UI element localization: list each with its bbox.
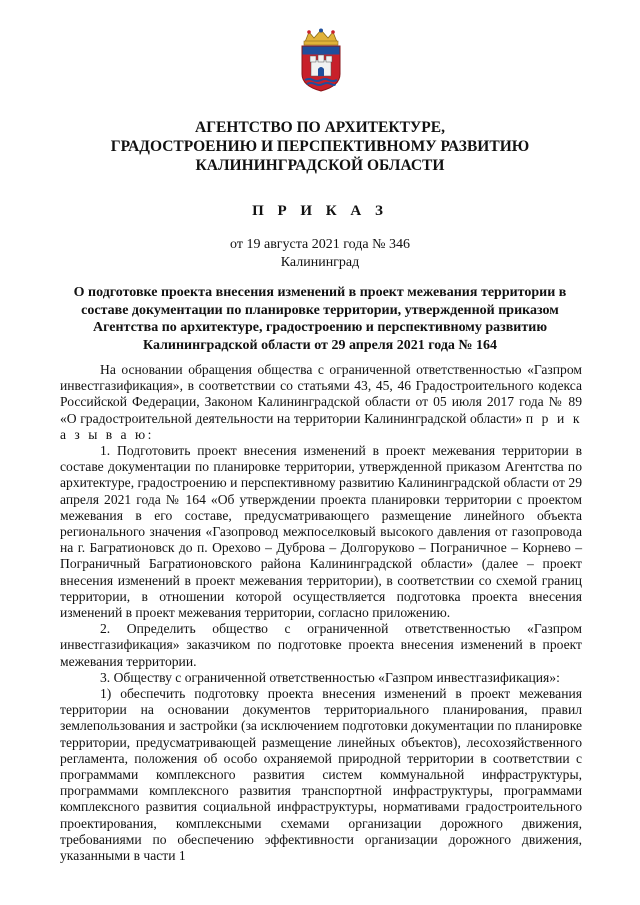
order-title: П Р И К А З [252,203,388,219]
item-1: 1. Подготовить проект внесения изменений в проект межевания территории в составе документации по планировке территории, утвержденной приказом Агентства по архитектуре, градостроению и перспективному развитию Калининградской области от 29 апреля 2021 года № 164 «Об утверждении проекта планировки территории с проектом межевания в его составе, предусматривающего размещение линейного объекта регионального значения «Газопровод межпоселковый высокого давления от газопровода на г. Багратионовск до п. Орехово – Дуброва – Долгоруково – Пограничное – Корнево – Пограничный Багратионовского района Калининградской области» (далее – проект внесения изменений в проект межевания территории), в соответствии со схемой границ территории, в отношении которой осуществляется подготовка проекта внесения изменений в проект межевания территории, согласно приложению. [60,443,582,621]
intro-text: На основании обращения общества с ограниченной ответственностью «Газпром инвестгазификация», в соответствии со статьями 43, 45, 46 Градостроительного кодекса Российской Федерации, Законом Калининградской области от 05 июля 2017 года № 89 «О градостроительной деятельности на территории Калининградской области» [60,362,582,426]
order-subject: О подготовке проекта внесения изменений в проект межевания территории в составе документации по планировке территории, утвержденной приказом Агентства по архитектуре, градостроению и перспективному развитию Калининградской области от 29 апреля 2021 года № 164 [73,285,567,353]
order-city: Калининград [280,255,360,270]
item-3-1: 1) обеспечить подготовку проекта внесения изменений в проект межевания территории на основании документов территориального планирования, правил землепользования и застройки (за исключением подготовки документации по планировке территории, предусматривающей размещение линейных объектов), лесохозяйственного регламента, положения об особо охраняемой природной территории в соответствии с программами комплексного развития систем коммунальной инфраструктуры, программами комплексного развития транспортной инфраструктуры, программами комплексного развития социальной инфраструктуры, нормативами градостроительного проектирования, комплексными схемами организации дорожного движения, требованиями по обеспечению эффективности организации дорожного движения, указанными в части 1 [60,686,582,864]
coat-of-arms-icon [295,28,347,92]
agency-line-1: АГЕНТСТВО ПО АРХИТЕКТУРЕ, [195,119,445,136]
item-3: 3. Обществу с ограниченной ответственностью «Газпром инвестгазификация»: [100,669,560,685]
order-date: от 19 августа 2021 года № 346 [230,237,410,252]
intro-paragraph [60,362,582,443]
agency-line-3: КАЛИНИНГРАДСКОЙ ОБЛАСТИ [195,157,445,174]
agency-line-2: ГРАДОСТРОЕНИЮ И ПЕРСПЕКТИВНОМУ РАЗВИТИЮ [110,138,530,155]
item-2: 2. Определить общество с ограниченной ответственностью «Газпром инвестгазификация» заказчиком по подготовке проекта внесения изменений в проект межевания территории. [60,621,582,669]
order-body [60,362,582,864]
agency-name [60,118,580,175]
order-word: п р и к а з ы в а ю: [60,410,582,442]
